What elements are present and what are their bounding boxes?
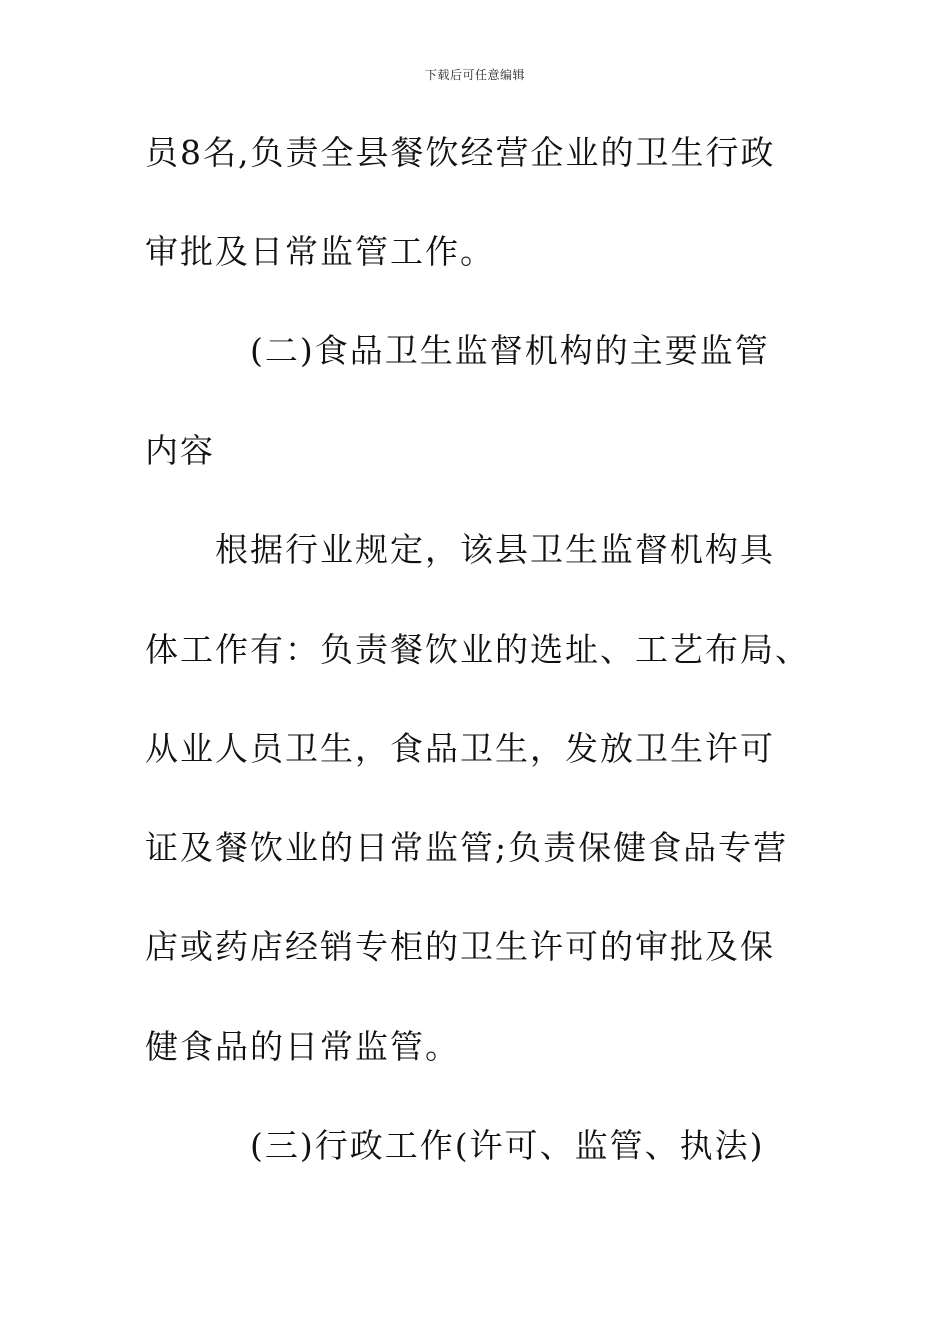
body-line-1: 员8名,负责全县餐饮经营企业的卫生行政 bbox=[145, 133, 776, 172]
paragraph-line-4: 证及餐饮业的日常监管;负责保健食品专营 bbox=[145, 828, 789, 867]
paragraph-line-5: 店或药店经销专柜的卫生许可的审批及保 bbox=[145, 927, 775, 966]
body-line-2: 审批及日常监管工作。 bbox=[145, 232, 495, 271]
paragraph-line-2: 体工作有：负责餐饮业的选址、工艺布局、 bbox=[145, 630, 810, 669]
paragraph-line-1: 根据行业规定，该县卫生监督机构具 bbox=[215, 530, 775, 569]
section-heading-3: (三)行政工作(许可、监管、执法) bbox=[250, 1126, 765, 1165]
section-heading-2: (二)食品卫生监督机构的主要监管 bbox=[250, 331, 770, 370]
section-heading-2-continuation: 内容 bbox=[145, 431, 215, 470]
header-note: 下载后可任意编辑 bbox=[424, 68, 525, 82]
paragraph-line-3: 从业人员卫生，食品卫生，发放卫生许可 bbox=[145, 729, 775, 768]
paragraph-line-6: 健食品的日常监管。 bbox=[145, 1027, 460, 1066]
